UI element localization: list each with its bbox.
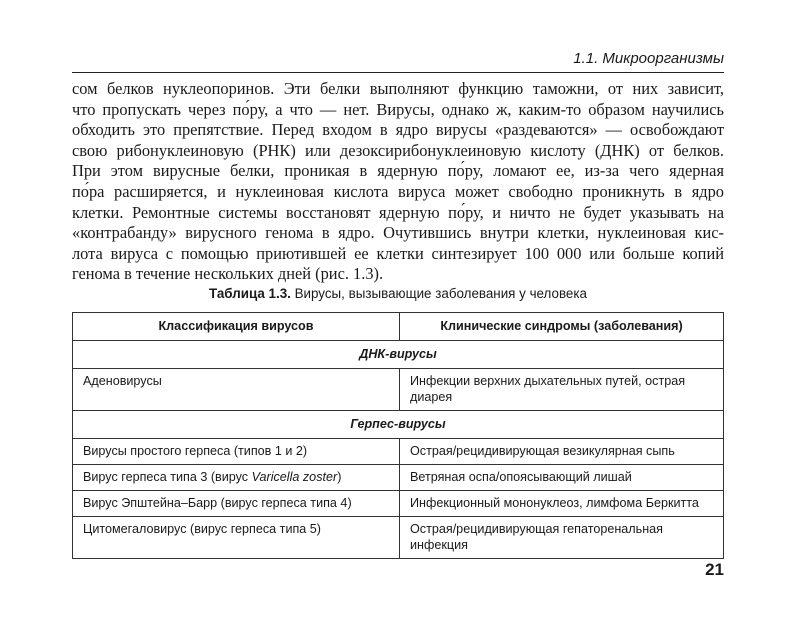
- syndrome-cell: Ветряная оспа/опоясывающий лишай: [400, 465, 724, 491]
- body-line: «контрабанду» вирусного генома в ядро. Очутившись внутри клетки, нуклеиновая кис-: [72, 223, 724, 243]
- virus-cell: [73, 465, 400, 491]
- group-label-dna: ДНК-вирусы: [73, 341, 724, 369]
- virus-table: [72, 312, 724, 559]
- body-line: что пропускать через по́ру, а что — нет. Вирусы, однако ж, каким-то образом научились: [72, 99, 724, 119]
- body-line: обходить это препятствие. Перед входом в ядро вирусы «раздеваются» — освобождают: [72, 120, 724, 140]
- column-header-classification: Классификация вирусов: [73, 313, 400, 341]
- group-label-herpes: Герпес-вирусы: [73, 411, 724, 439]
- table-row: [73, 369, 724, 411]
- virus-cell: Цитомегаловирус (вирус герпеса типа 5): [73, 517, 400, 559]
- header-rule: [72, 72, 724, 73]
- table-caption-label: Таблица 1.3.: [209, 286, 291, 301]
- table-caption: [72, 286, 724, 301]
- table-caption-text: Вирусы, вызывающие заболевания у человека: [290, 286, 587, 301]
- body-line: лота вируса с помощью приютившей ее клетки синтезирует 100 000 или больше копий: [72, 243, 724, 263]
- body-line: сом белков нуклеопоринов. Эти белки выполняют функцию таможни, от них зависит,: [72, 79, 724, 98]
- syndrome-cell: Инфекции верхних дыхательных путей, острая диарея: [400, 369, 724, 411]
- syndrome-cell: Инфекционный мононуклеоз, лимфома Беркитта: [400, 491, 724, 517]
- table-row: [73, 439, 724, 465]
- body-line: клетки. Ремонтные системы восстановят ядерную по́ру, и ничто не будет указывать на: [72, 202, 724, 222]
- table-row: [73, 517, 724, 559]
- table-row: [73, 465, 724, 491]
- running-head: 1.1. Микроорганизмы: [573, 50, 724, 67]
- body-paragraph: [72, 79, 724, 285]
- body-line: генома в течение нескольких дней (рис. 1.3).: [72, 264, 384, 284]
- body-line: свою рибонуклеиновую (РНК) или дезоксирибонуклеиновую кислоту (ДНК) от белков.: [72, 140, 724, 160]
- syndrome-cell: Острая/рецидивирующая гепаторенальная инфекция: [400, 517, 724, 559]
- virus-cell: Вирус Эпштейна–Барр (вирус герпеса типа 4): [73, 491, 400, 517]
- virus-cell: Вирусы простого герпеса (типов 1 и 2): [73, 439, 400, 465]
- group-row: [73, 411, 724, 439]
- virus-name-prefix: Вирус герпеса типа 3 (вирус: [83, 470, 252, 484]
- virus-cell: Аденовирусы: [73, 369, 400, 411]
- syndrome-cell: Острая/рецидивирующая везикулярная сыпь: [400, 439, 724, 465]
- table-row: [73, 491, 724, 517]
- body-line: по́ра расширяется, и нуклеиновая кислота вируса может свободно проникнуть в ядро: [72, 181, 724, 201]
- page-number: 21: [705, 560, 724, 579]
- virus-species-name: Varicella zoster: [251, 470, 338, 484]
- column-header-syndromes: Клинические синдромы (заболевания): [400, 313, 724, 341]
- group-row: [73, 341, 724, 369]
- body-line: При этом вирусные белки, проникая в ядерную по́ру, ломают ее, из-за чего ядерная: [72, 161, 724, 181]
- virus-name-suffix: ): [337, 470, 342, 484]
- table-header-row: [73, 313, 724, 341]
